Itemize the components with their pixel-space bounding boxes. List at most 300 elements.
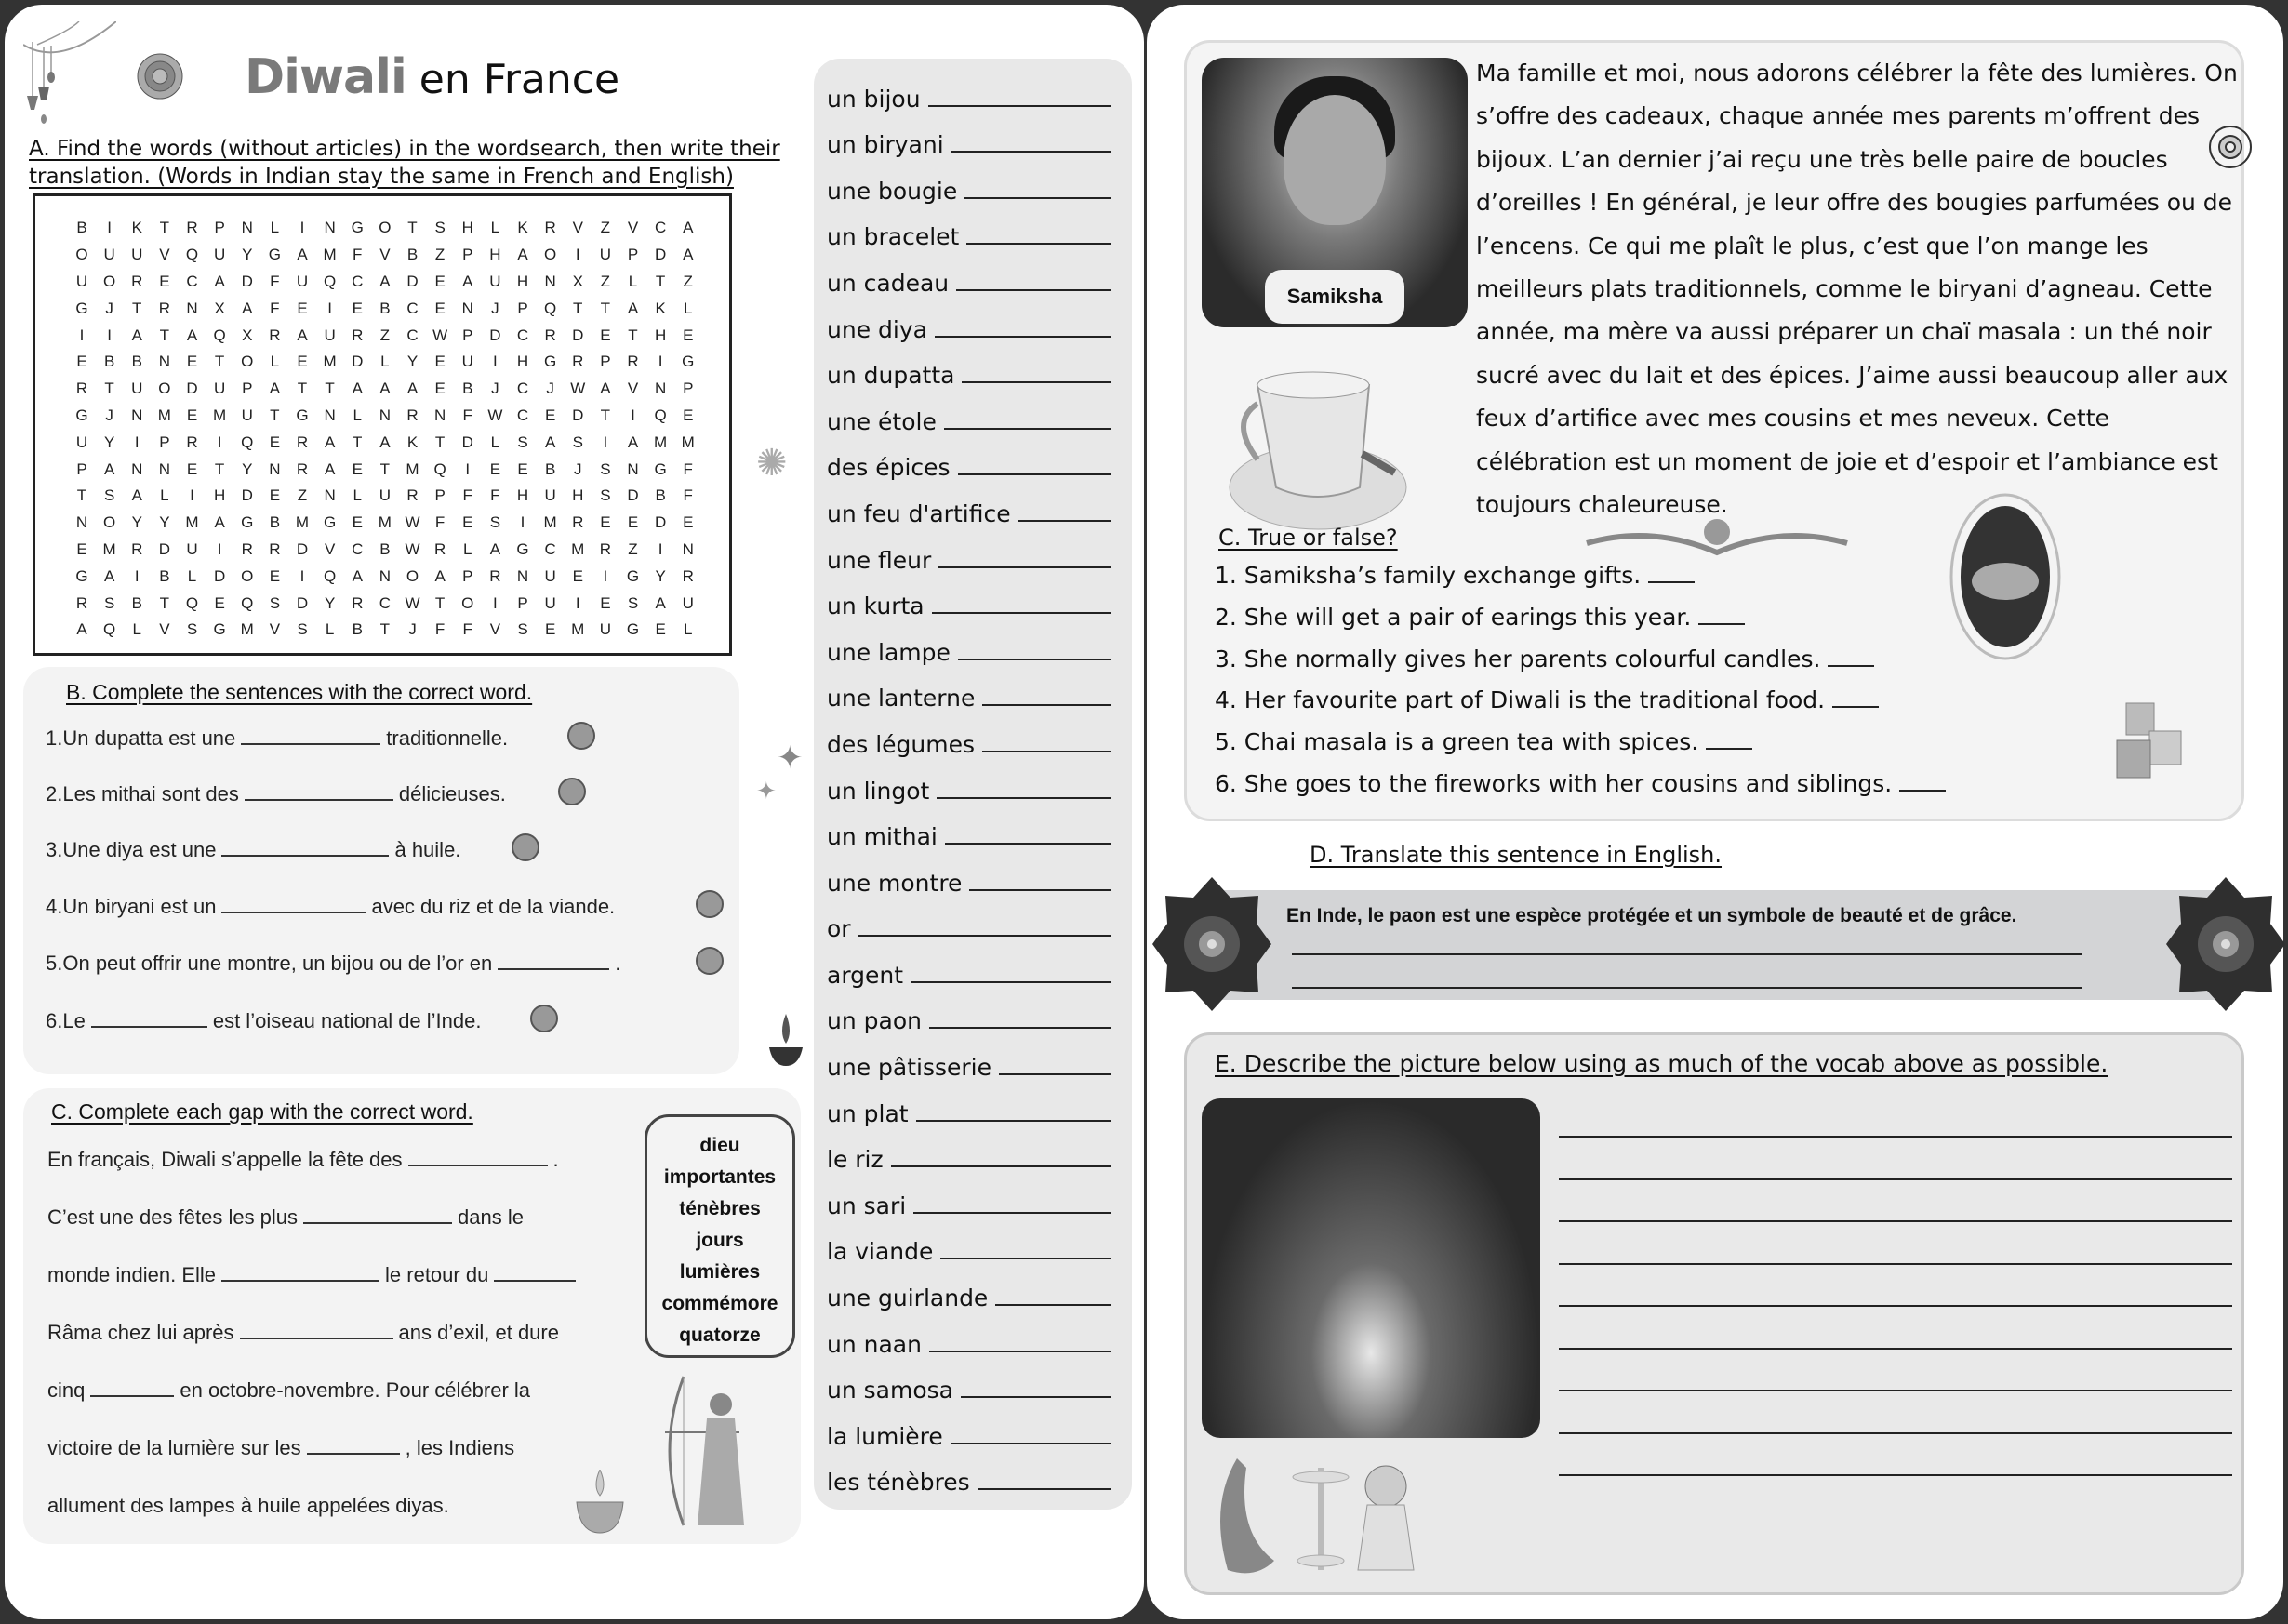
wordsearch-cell[interactable]: H — [516, 272, 529, 290]
translation-line[interactable] — [961, 1396, 1111, 1398]
wordsearch-cell[interactable]: N — [186, 299, 198, 317]
wordsearch-cell[interactable]: G — [241, 513, 254, 532]
wordsearch-cell[interactable]: N — [241, 219, 253, 237]
writing-line[interactable] — [1559, 1220, 2232, 1222]
wordsearch-cell[interactable]: D — [654, 246, 667, 264]
wordsearch-cell[interactable]: E — [600, 513, 611, 532]
wordsearch-cell[interactable]: I — [134, 566, 140, 585]
wordsearch-cell[interactable]: M — [323, 353, 337, 371]
wordsearch-cell[interactable]: R — [296, 433, 309, 451]
wordsearch-cell[interactable]: T — [573, 299, 583, 317]
wordsearch-cell[interactable]: E — [572, 566, 583, 585]
wordsearch-cell[interactable]: D — [296, 593, 309, 612]
wordsearch-cell[interactable]: D — [627, 486, 639, 505]
translation-line[interactable] — [858, 935, 1111, 937]
translation-line[interactable] — [932, 612, 1111, 614]
wordsearch-cell[interactable]: E — [434, 379, 446, 398]
wordsearch-cell[interactable]: V — [572, 219, 583, 237]
wordsearch-cell[interactable]: L — [463, 539, 472, 558]
wordsearch-cell[interactable]: J — [546, 379, 554, 398]
translation-line[interactable] — [978, 1488, 1111, 1490]
wordsearch-cell[interactable]: M — [681, 433, 695, 451]
wordsearch-cell[interactable]: P — [517, 299, 528, 317]
wordsearch-cell[interactable]: Z — [600, 272, 611, 290]
wordsearch-cell[interactable]: F — [490, 486, 500, 505]
wordsearch-cell[interactable]: L — [353, 486, 362, 505]
wordsearch-cell[interactable]: S — [517, 620, 528, 639]
translation-line[interactable] — [958, 473, 1111, 475]
wordsearch-cell[interactable]: I — [327, 299, 332, 317]
wordsearch-cell[interactable]: R — [186, 433, 198, 451]
wordsearch-cell[interactable]: M — [295, 513, 310, 532]
wordsearch-cell[interactable]: T — [297, 379, 308, 398]
wordsearch-cell[interactable]: G — [626, 566, 640, 585]
translation-line[interactable] — [1018, 520, 1111, 522]
wordsearch-cell[interactable]: B — [406, 246, 419, 264]
answer-line[interactable] — [1292, 987, 2082, 989]
wordsearch-cell[interactable]: S — [517, 433, 528, 451]
wordsearch-cell[interactable]: N — [131, 406, 143, 424]
wordsearch-cell[interactable]: S — [103, 486, 115, 505]
wordsearch-cell[interactable]: M — [323, 246, 337, 264]
answer-blank[interactable] — [240, 1321, 393, 1339]
wordsearch-cell[interactable]: G — [75, 299, 88, 317]
translation-line[interactable] — [958, 659, 1111, 660]
writing-line[interactable] — [1559, 1263, 2232, 1265]
translation-line[interactable] — [964, 197, 1111, 199]
translation-line[interactable] — [966, 243, 1111, 245]
wordsearch-cell[interactable]: R — [544, 219, 556, 237]
wordsearch-cell[interactable]: G — [654, 459, 667, 478]
wordsearch-cell[interactable]: M — [571, 620, 585, 639]
wordsearch-cell[interactable]: T — [270, 406, 280, 424]
wordsearch-cell[interactable]: E — [186, 406, 198, 424]
answer-blank[interactable] — [91, 1009, 207, 1028]
translation-line[interactable] — [944, 428, 1111, 430]
wordsearch-cell[interactable]: Q — [185, 246, 199, 264]
wordsearch-cell[interactable]: B — [131, 593, 142, 612]
wordsearch-cell[interactable]: G — [296, 406, 309, 424]
wordsearch-cell[interactable]: U — [599, 620, 612, 639]
wordsearch-cell[interactable]: T — [379, 459, 391, 478]
wordsearch-cell[interactable]: P — [214, 219, 225, 237]
wordsearch-cell[interactable]: A — [627, 433, 639, 451]
wordsearch-cell[interactable]: G — [544, 353, 557, 371]
wordsearch-cell[interactable]: P — [462, 566, 473, 585]
wordsearch-cell[interactable]: F — [462, 486, 472, 505]
wordsearch-cell[interactable]: E — [297, 353, 308, 371]
wordsearch-cell[interactable]: R — [352, 593, 364, 612]
answer-blank[interactable] — [408, 1148, 548, 1166]
wordsearch-cell[interactable]: T — [132, 299, 142, 317]
wordsearch-cell[interactable]: I — [603, 433, 608, 451]
wordsearch-cell[interactable]: D — [461, 433, 473, 451]
wordsearch-cell[interactable]: D — [186, 379, 198, 398]
wordsearch-cell[interactable]: S — [600, 459, 611, 478]
wordsearch-cell[interactable]: N — [379, 566, 392, 585]
translation-line[interactable] — [945, 843, 1111, 845]
wordsearch-cell[interactable]: I — [190, 486, 194, 505]
wordsearch-cell[interactable]: E — [683, 513, 694, 532]
wordsearch-cell[interactable]: U — [324, 326, 336, 344]
wordsearch-cell[interactable]: I — [217, 433, 222, 451]
wordsearch-cell[interactable]: F — [683, 459, 693, 478]
translation-line[interactable] — [935, 336, 1111, 338]
wordsearch-cell[interactable]: S — [572, 433, 583, 451]
wordsearch-cell[interactable]: W — [432, 326, 448, 344]
wordsearch-cell[interactable]: R — [269, 326, 281, 344]
wordsearch-cell[interactable]: A — [352, 566, 363, 585]
wordsearch-cell[interactable]: S — [297, 620, 308, 639]
writing-line[interactable] — [1559, 1432, 2232, 1434]
wordsearch-cell[interactable]: D — [213, 566, 226, 585]
wordsearch-cell[interactable]: U — [75, 433, 88, 451]
wordsearch-cell[interactable]: A — [379, 379, 391, 398]
wordsearch-cell[interactable]: T — [655, 272, 666, 290]
wordsearch-cell[interactable]: P — [517, 593, 528, 612]
wordsearch-cell[interactable]: O — [406, 566, 419, 585]
wordsearch-cell[interactable]: P — [462, 246, 473, 264]
answer-blank[interactable] — [494, 1263, 576, 1282]
wordsearch-cell[interactable]: I — [107, 219, 112, 237]
translation-line[interactable] — [962, 381, 1111, 383]
wordsearch-cell[interactable]: A — [76, 620, 87, 639]
wordsearch-cell[interactable]: A — [655, 593, 666, 612]
wordsearch-cell[interactable]: M — [406, 459, 419, 478]
wordsearch-cell[interactable]: U — [682, 593, 694, 612]
wordsearch-cell[interactable]: G — [213, 620, 226, 639]
wordsearch-cell[interactable]: I — [493, 593, 498, 612]
wordsearch-cell[interactable]: N — [324, 219, 336, 237]
wordsearch-cell[interactable]: F — [434, 620, 446, 639]
wordsearch-cell[interactable]: Q — [324, 566, 337, 585]
wordsearch-cell[interactable]: S — [489, 513, 501, 532]
wordsearch-cell[interactable]: L — [160, 486, 169, 505]
wordsearch-cell[interactable]: B — [159, 566, 170, 585]
wordsearch-cell[interactable]: Q — [213, 326, 226, 344]
writing-line[interactable] — [1559, 1390, 2232, 1391]
wordsearch-cell[interactable]: N — [433, 406, 446, 424]
wordsearch-cell[interactable]: C — [186, 272, 198, 290]
wordsearch-cell[interactable]: S — [103, 593, 115, 612]
wordsearch-cell[interactable]: U — [489, 272, 501, 290]
wordsearch-cell[interactable]: W — [405, 539, 420, 558]
wordsearch-cell[interactable]: A — [103, 566, 115, 585]
wordsearch-cell[interactable]: V — [324, 539, 336, 558]
wordsearch-grid[interactable] — [33, 193, 732, 656]
wordsearch-cell[interactable]: E — [76, 353, 87, 371]
wordsearch-cell[interactable]: R — [131, 272, 143, 290]
wordsearch-cell[interactable]: J — [574, 459, 582, 478]
wordsearch-cell[interactable]: L — [187, 566, 197, 585]
wordsearch-cell[interactable]: J — [408, 620, 417, 639]
wordsearch-cell[interactable]: G — [682, 353, 695, 371]
wordsearch-cell[interactable]: A — [131, 486, 142, 505]
wordsearch-cell[interactable]: U — [103, 246, 115, 264]
wordsearch-cell[interactable]: I — [217, 539, 222, 558]
answer-blank[interactable] — [241, 726, 380, 745]
wordsearch-cell[interactable]: A — [324, 459, 336, 478]
wordsearch-cell[interactable]: R — [627, 353, 639, 371]
wordsearch-cell[interactable]: J — [491, 379, 499, 398]
wordsearch-cell[interactable]: N — [324, 486, 336, 505]
wordsearch-cell[interactable]: E — [517, 459, 528, 478]
wordsearch-cell[interactable]: R — [75, 593, 88, 612]
wordsearch-cell[interactable]: P — [683, 379, 694, 398]
answer-blank[interactable] — [221, 1263, 379, 1282]
wordsearch-cell[interactable]: A — [324, 433, 336, 451]
wordsearch-cell[interactable]: T — [159, 593, 170, 612]
wordsearch-cell[interactable]: V — [159, 620, 170, 639]
answer-line[interactable] — [1292, 953, 2082, 955]
wordsearch-cell[interactable]: E — [297, 299, 308, 317]
wordsearch-cell[interactable]: G — [626, 620, 640, 639]
wordsearch-cell[interactable]: K — [406, 433, 419, 451]
wordsearch-cell[interactable]: O — [158, 379, 171, 398]
wordsearch-cell[interactable]: R — [489, 566, 501, 585]
wordsearch-cell[interactable]: R — [75, 379, 88, 398]
wordsearch-cell[interactable]: A — [379, 272, 391, 290]
wordsearch-cell[interactable]: E — [600, 326, 611, 344]
wordsearch-cell[interactable]: V — [627, 379, 639, 398]
answer-blank[interactable] — [221, 895, 366, 913]
wordsearch-cell[interactable]: F — [462, 406, 472, 424]
wordsearch-cell[interactable]: H — [461, 219, 473, 237]
wordsearch-cell[interactable]: E — [544, 406, 556, 424]
wordsearch-cell[interactable]: I — [79, 326, 85, 344]
wordsearch-cell[interactable]: A — [352, 379, 363, 398]
wordsearch-cell[interactable]: U — [131, 246, 143, 264]
wordsearch-cell[interactable]: M — [102, 539, 116, 558]
wordsearch-cell[interactable]: T — [600, 299, 611, 317]
wordsearch-cell[interactable]: O — [241, 353, 254, 371]
wordsearch-cell[interactable]: O — [75, 246, 88, 264]
translation-line[interactable] — [951, 151, 1111, 153]
wordsearch-cell[interactable]: Y — [242, 246, 253, 264]
wordsearch-cell[interactable]: V — [269, 620, 281, 639]
wordsearch-cell[interactable]: I — [493, 353, 498, 371]
wordsearch-cell[interactable]: N — [461, 299, 473, 317]
wordsearch-cell[interactable]: L — [380, 353, 390, 371]
wordsearch-cell[interactable]: D — [296, 539, 309, 558]
wordsearch-cell[interactable]: I — [299, 219, 305, 237]
wordsearch-cell[interactable]: T — [159, 219, 170, 237]
wordsearch-cell[interactable]: A — [131, 326, 142, 344]
wordsearch-cell[interactable]: M — [157, 406, 171, 424]
wordsearch-cell[interactable]: A — [683, 246, 694, 264]
wordsearch-cell[interactable]: B — [103, 353, 115, 371]
wordsearch-cell[interactable]: W — [405, 513, 420, 532]
wordsearch-cell[interactable]: J — [491, 299, 499, 317]
wordsearch-cell[interactable]: D — [158, 539, 171, 558]
wordsearch-cell[interactable]: U — [75, 272, 88, 290]
wordsearch-cell[interactable]: D — [241, 272, 253, 290]
wordsearch-cell[interactable]: U — [544, 486, 556, 505]
translation-line[interactable] — [937, 797, 1111, 799]
wordsearch-cell[interactable]: G — [268, 246, 281, 264]
wordsearch-cell[interactable]: R — [406, 486, 419, 505]
wordsearch-cell[interactable]: W — [405, 593, 420, 612]
wordsearch-cell[interactable]: T — [628, 326, 638, 344]
wordsearch-cell[interactable]: B — [76, 219, 87, 237]
wordsearch-cell[interactable]: A — [242, 299, 253, 317]
wordsearch-cell[interactable]: A — [434, 566, 446, 585]
wordsearch-cell[interactable]: F — [270, 299, 280, 317]
wordsearch-cell[interactable]: B — [379, 299, 391, 317]
wordsearch-cell[interactable]: Q — [241, 433, 254, 451]
translation-line[interactable] — [956, 289, 1111, 291]
wordsearch-cell[interactable]: U — [241, 406, 253, 424]
wordsearch-cell[interactable]: X — [572, 272, 583, 290]
wordsearch-cell[interactable]: L — [132, 620, 141, 639]
answer-blank[interactable] — [1698, 623, 1745, 625]
translation-line[interactable] — [969, 889, 1111, 891]
wordsearch-cell[interactable]: Q — [103, 620, 116, 639]
wordsearch-cell[interactable]: B — [131, 353, 142, 371]
wordsearch-cell[interactable]: V — [489, 620, 501, 639]
wordsearch-cell[interactable]: E — [352, 299, 363, 317]
wordsearch-cell[interactable]: M — [571, 539, 585, 558]
wordsearch-cell[interactable]: Y — [103, 433, 115, 451]
wordsearch-cell[interactable]: O — [461, 593, 474, 612]
answer-blank[interactable] — [1828, 665, 1874, 667]
wordsearch-cell[interactable]: L — [490, 219, 500, 237]
wordsearch-cell[interactable]: T — [76, 486, 87, 505]
wordsearch-cell[interactable]: C — [406, 326, 419, 344]
translation-line[interactable] — [951, 1443, 1111, 1444]
wordsearch-cell[interactable]: E — [269, 486, 281, 505]
wordsearch-cell[interactable]: U — [213, 379, 226, 398]
wordsearch-cell[interactable]: Q — [324, 272, 337, 290]
wordsearch-cell[interactable]: B — [462, 379, 473, 398]
answer-blank[interactable] — [1832, 706, 1879, 708]
wordsearch-cell[interactable]: N — [654, 379, 667, 398]
wordsearch-cell[interactable]: L — [270, 353, 280, 371]
wordsearch-cell[interactable]: L — [325, 620, 335, 639]
translation-line[interactable] — [911, 981, 1111, 983]
wordsearch-cell[interactable]: F — [683, 486, 693, 505]
answer-blank[interactable] — [245, 782, 393, 801]
wordsearch-cell[interactable]: N — [75, 513, 88, 532]
wordsearch-cell[interactable]: M — [654, 433, 668, 451]
wordsearch-cell[interactable]: S — [269, 593, 281, 612]
translation-line[interactable] — [891, 1165, 1111, 1167]
wordsearch-cell[interactable]: T — [353, 433, 363, 451]
wordsearch-cell[interactable]: Z — [628, 539, 638, 558]
wordsearch-cell[interactable]: Q — [185, 593, 199, 612]
wordsearch-cell[interactable]: M — [378, 513, 392, 532]
wordsearch-cell[interactable]: L — [490, 433, 500, 451]
wordsearch-cell[interactable]: P — [242, 379, 253, 398]
wordsearch-cell[interactable]: A — [406, 379, 419, 398]
wordsearch-cell[interactable]: E — [655, 620, 666, 639]
wordsearch-cell[interactable]: I — [658, 539, 663, 558]
wordsearch-cell[interactable]: L — [628, 272, 638, 290]
translation-line[interactable] — [999, 1073, 1111, 1075]
wordsearch-cell[interactable]: L — [684, 620, 693, 639]
wordsearch-cell[interactable]: T — [214, 459, 225, 478]
wordsearch-cell[interactable]: F — [462, 620, 472, 639]
wordsearch-cell[interactable]: E — [269, 433, 281, 451]
wordsearch-cell[interactable]: N — [544, 272, 556, 290]
wordsearch-cell[interactable]: O — [544, 246, 557, 264]
wordsearch-cell[interactable]: R — [682, 566, 694, 585]
wordsearch-cell[interactable]: U — [186, 539, 198, 558]
translation-line[interactable] — [929, 1027, 1111, 1029]
wordsearch-cell[interactable]: W — [487, 406, 503, 424]
wordsearch-cell[interactable]: I — [603, 566, 608, 585]
wordsearch-cell[interactable]: S — [186, 620, 198, 639]
wordsearch-cell[interactable]: E — [683, 406, 694, 424]
wordsearch-cell[interactable]: Z — [683, 272, 693, 290]
wordsearch-cell[interactable]: U — [544, 593, 556, 612]
wordsearch-cell[interactable]: N — [627, 459, 639, 478]
wordsearch-cell[interactable]: P — [76, 459, 87, 478]
wordsearch-cell[interactable]: R — [352, 326, 364, 344]
wordsearch-cell[interactable]: T — [214, 353, 225, 371]
writing-line[interactable] — [1559, 1474, 2232, 1476]
wordsearch-cell[interactable]: I — [465, 459, 471, 478]
wordsearch-cell[interactable]: T — [379, 620, 391, 639]
wordsearch-cell[interactable]: E — [434, 299, 446, 317]
wordsearch-cell[interactable]: A — [462, 272, 473, 290]
answer-blank[interactable] — [1706, 748, 1752, 750]
wordsearch-cell[interactable]: R — [406, 406, 419, 424]
wordsearch-cell[interactable]: O — [241, 566, 254, 585]
writing-line[interactable] — [1559, 1136, 2232, 1138]
wordsearch-cell[interactable]: U — [213, 246, 226, 264]
translation-line[interactable] — [982, 704, 1111, 706]
translation-line[interactable] — [916, 1120, 1111, 1122]
wordsearch-cell[interactable]: E — [214, 593, 225, 612]
wordsearch-cell[interactable]: I — [107, 326, 112, 344]
wordsearch-cell[interactable]: R — [544, 326, 556, 344]
wordsearch-cell[interactable]: E — [683, 326, 694, 344]
answer-blank[interactable] — [221, 838, 389, 857]
wordsearch-cell[interactable]: R — [599, 539, 612, 558]
wordsearch-cell[interactable]: P — [600, 353, 611, 371]
wordsearch-cell[interactable]: E — [76, 539, 87, 558]
wordsearch-cell[interactable]: C — [654, 219, 667, 237]
wordsearch-cell[interactable]: U — [544, 566, 556, 585]
wordsearch-cell[interactable]: I — [575, 593, 580, 612]
wordsearch-cell[interactable]: H — [572, 486, 584, 505]
wordsearch-cell[interactable]: M — [213, 406, 227, 424]
wordsearch-cell[interactable]: T — [104, 379, 114, 398]
wordsearch-cell[interactable]: S — [434, 219, 446, 237]
wordsearch-cell[interactable]: Q — [433, 459, 446, 478]
wordsearch-cell[interactable]: O — [103, 272, 116, 290]
wordsearch-cell[interactable]: U — [461, 353, 473, 371]
wordsearch-cell[interactable]: I — [575, 246, 580, 264]
wordsearch-cell[interactable]: T — [325, 379, 335, 398]
wordsearch-cell[interactable]: A — [517, 246, 528, 264]
wordsearch-cell[interactable]: R — [241, 539, 253, 558]
wordsearch-cell[interactable]: O — [379, 219, 392, 237]
wordsearch-cell[interactable]: A — [489, 539, 501, 558]
wordsearch-cell[interactable]: Y — [324, 593, 336, 612]
answer-blank[interactable] — [1899, 790, 1946, 792]
wordsearch-cell[interactable]: A — [214, 272, 225, 290]
wordsearch-cell[interactable]: T — [434, 593, 446, 612]
wordsearch-cell[interactable]: F — [353, 246, 363, 264]
translation-line[interactable] — [982, 751, 1111, 752]
wordsearch-cell[interactable]: B — [655, 486, 666, 505]
wordsearch-cell[interactable]: M — [185, 513, 199, 532]
wordsearch-cell[interactable]: P — [627, 246, 639, 264]
wordsearch-cell[interactable]: I — [658, 353, 663, 371]
wordsearch-cell[interactable]: U — [131, 379, 143, 398]
